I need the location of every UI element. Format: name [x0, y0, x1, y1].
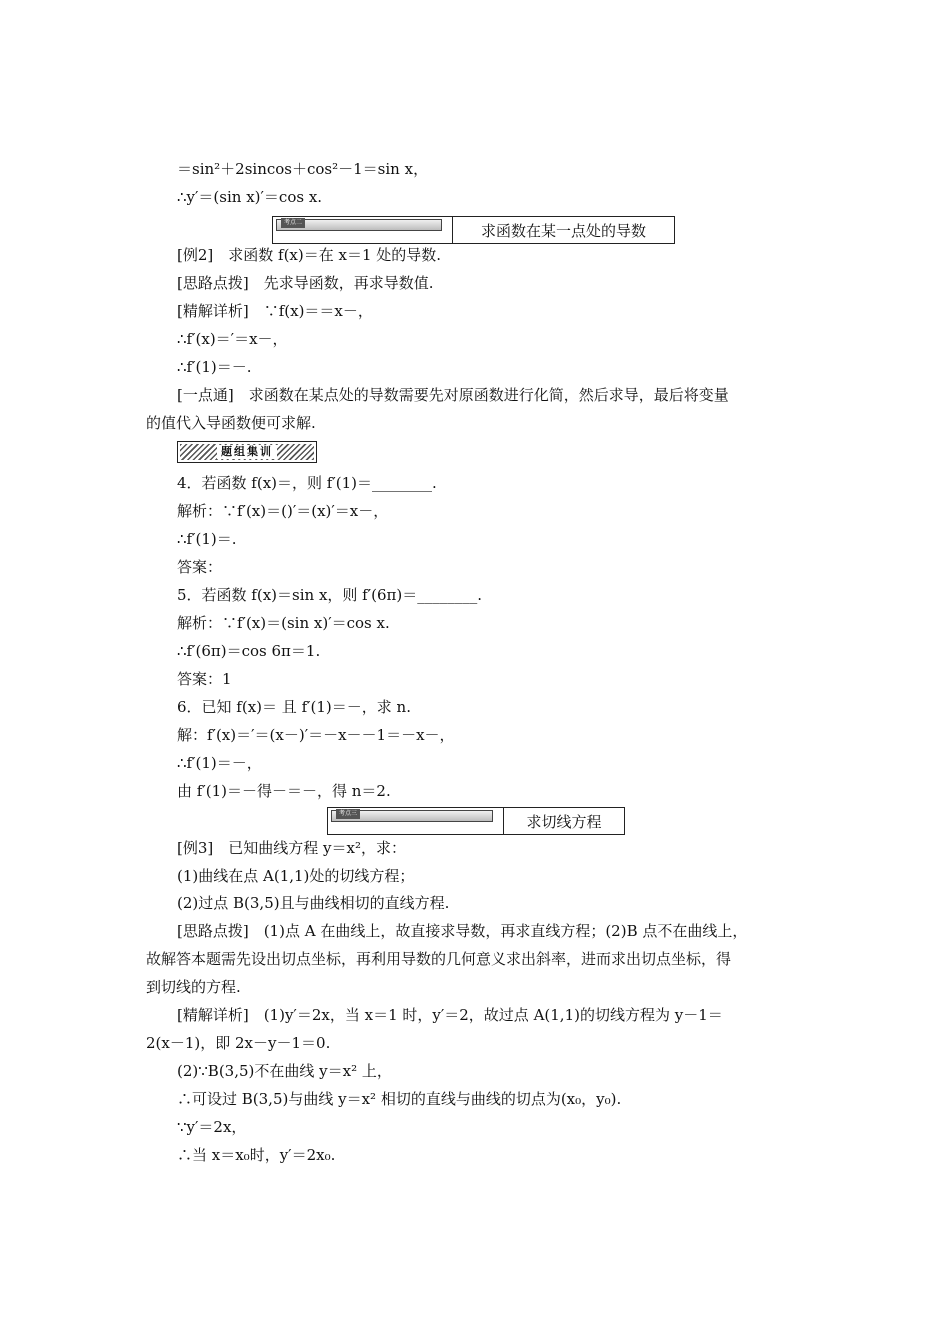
text-line: [例2] 求函数 f(x)＝在 x＝1 处的导数. [177, 246, 442, 264]
text-line: ∴f′(1)＝－， [177, 754, 262, 772]
text-line: (2)∵B(3,5)不在曲线 y＝x² 上， [177, 1062, 392, 1080]
text-line: 5．若函数 f(x)＝sin x，则 f′(6π)＝________. [177, 586, 483, 604]
text-line: ∵y′＝2x， [177, 1118, 247, 1136]
text-line: 由 f′(1)＝－得－＝－，得 n＝2. [177, 782, 391, 800]
section-header-bar [328, 808, 503, 834]
text-line: 答案：1 [177, 670, 232, 688]
section-header-bar [273, 217, 452, 243]
text-line: 解析：∵f′(x)＝()′＝(x)′＝x－， [177, 502, 389, 520]
text-line: 故解答本题需先设出切点坐标，再利用导数的几何意义求出斜率，进而求出切点坐标，得 [146, 950, 732, 968]
text-line: 6．已知 f(x)＝ 且 f′(1)＝－，求 n. [177, 698, 411, 716]
text-line: [思路点拨] 先求导函数，再求导数值. [177, 274, 434, 292]
text-line: 答案： [177, 558, 223, 576]
text-line: 的值代入导函数便可求解. [146, 414, 316, 432]
text-line: 4．若函数 f(x)＝，则 f′(1)＝________. [177, 474, 437, 492]
text-line: 解析：∵f′(x)＝(sin x)′＝cos x. [177, 614, 390, 632]
text-line: 2(x－1)，即 2x－y－1＝0. [146, 1034, 331, 1052]
text-line: ∴当 x＝x₀时，y′＝2x₀. [177, 1146, 336, 1164]
section-header-tag: 考点二 [281, 218, 305, 228]
section-header-title: 求函数在某一点处的导数 [452, 217, 674, 243]
text-line: [精解详析] ∵f(x)＝＝x－， [177, 302, 373, 320]
text-line: [思路点拨] (1)点 A 在曲线上，故直接求导数，再求直线方程；(2)B 点不在曲线上， [177, 922, 748, 940]
text-line: [精解详析] (1)y′＝2x，当 x＝1 时，y′＝2，故过点 A(1,1)的切线方程为 y－1＝ [177, 1006, 723, 1024]
text-line: 到切线的方程. [146, 978, 241, 996]
text-line: ∴y′＝(sin x)′＝cos x. [177, 188, 323, 206]
section-header-2 [272, 216, 675, 244]
text-line: (1)曲线在点 A(1,1)处的切线方程； [177, 867, 415, 885]
text-line: ∴f′(1)＝－. [177, 358, 252, 376]
text-line: ∴f′(x)＝′＝x－， [177, 330, 288, 348]
text-line: (2)过点 B(3,5)且与曲线相切的直线方程. [177, 894, 450, 912]
text-line: ∴f′(6π)＝cos 6π＝1. [177, 642, 321, 660]
group-practice-banner [177, 441, 317, 463]
section-header-tag: 考点三 [336, 809, 360, 819]
text-line: ∴可设过 B(3,5)与曲线 y＝x² 相切的直线与曲线的切点为(x₀，y₀). [177, 1090, 622, 1108]
text-line: [一点通] 求函数在某点处的导数需要先对原函数进行化简，然后求导，最后将变量 [177, 386, 729, 404]
text-line: [例3] 已知曲线方程 y＝x²，求： [177, 839, 406, 857]
text-line: 解：f′(x)＝′＝(x－)′＝－x－－1＝－x－， [177, 726, 455, 744]
group-practice-label: 题组集训 [217, 445, 277, 459]
text-line: ＝sin²＋2sincos＋cos²－1＝sin x， [177, 160, 429, 178]
section-header-title: 求切线方程 [503, 808, 624, 834]
section-header-3 [327, 807, 625, 835]
text-line: ∴f′(1)＝. [177, 530, 237, 548]
